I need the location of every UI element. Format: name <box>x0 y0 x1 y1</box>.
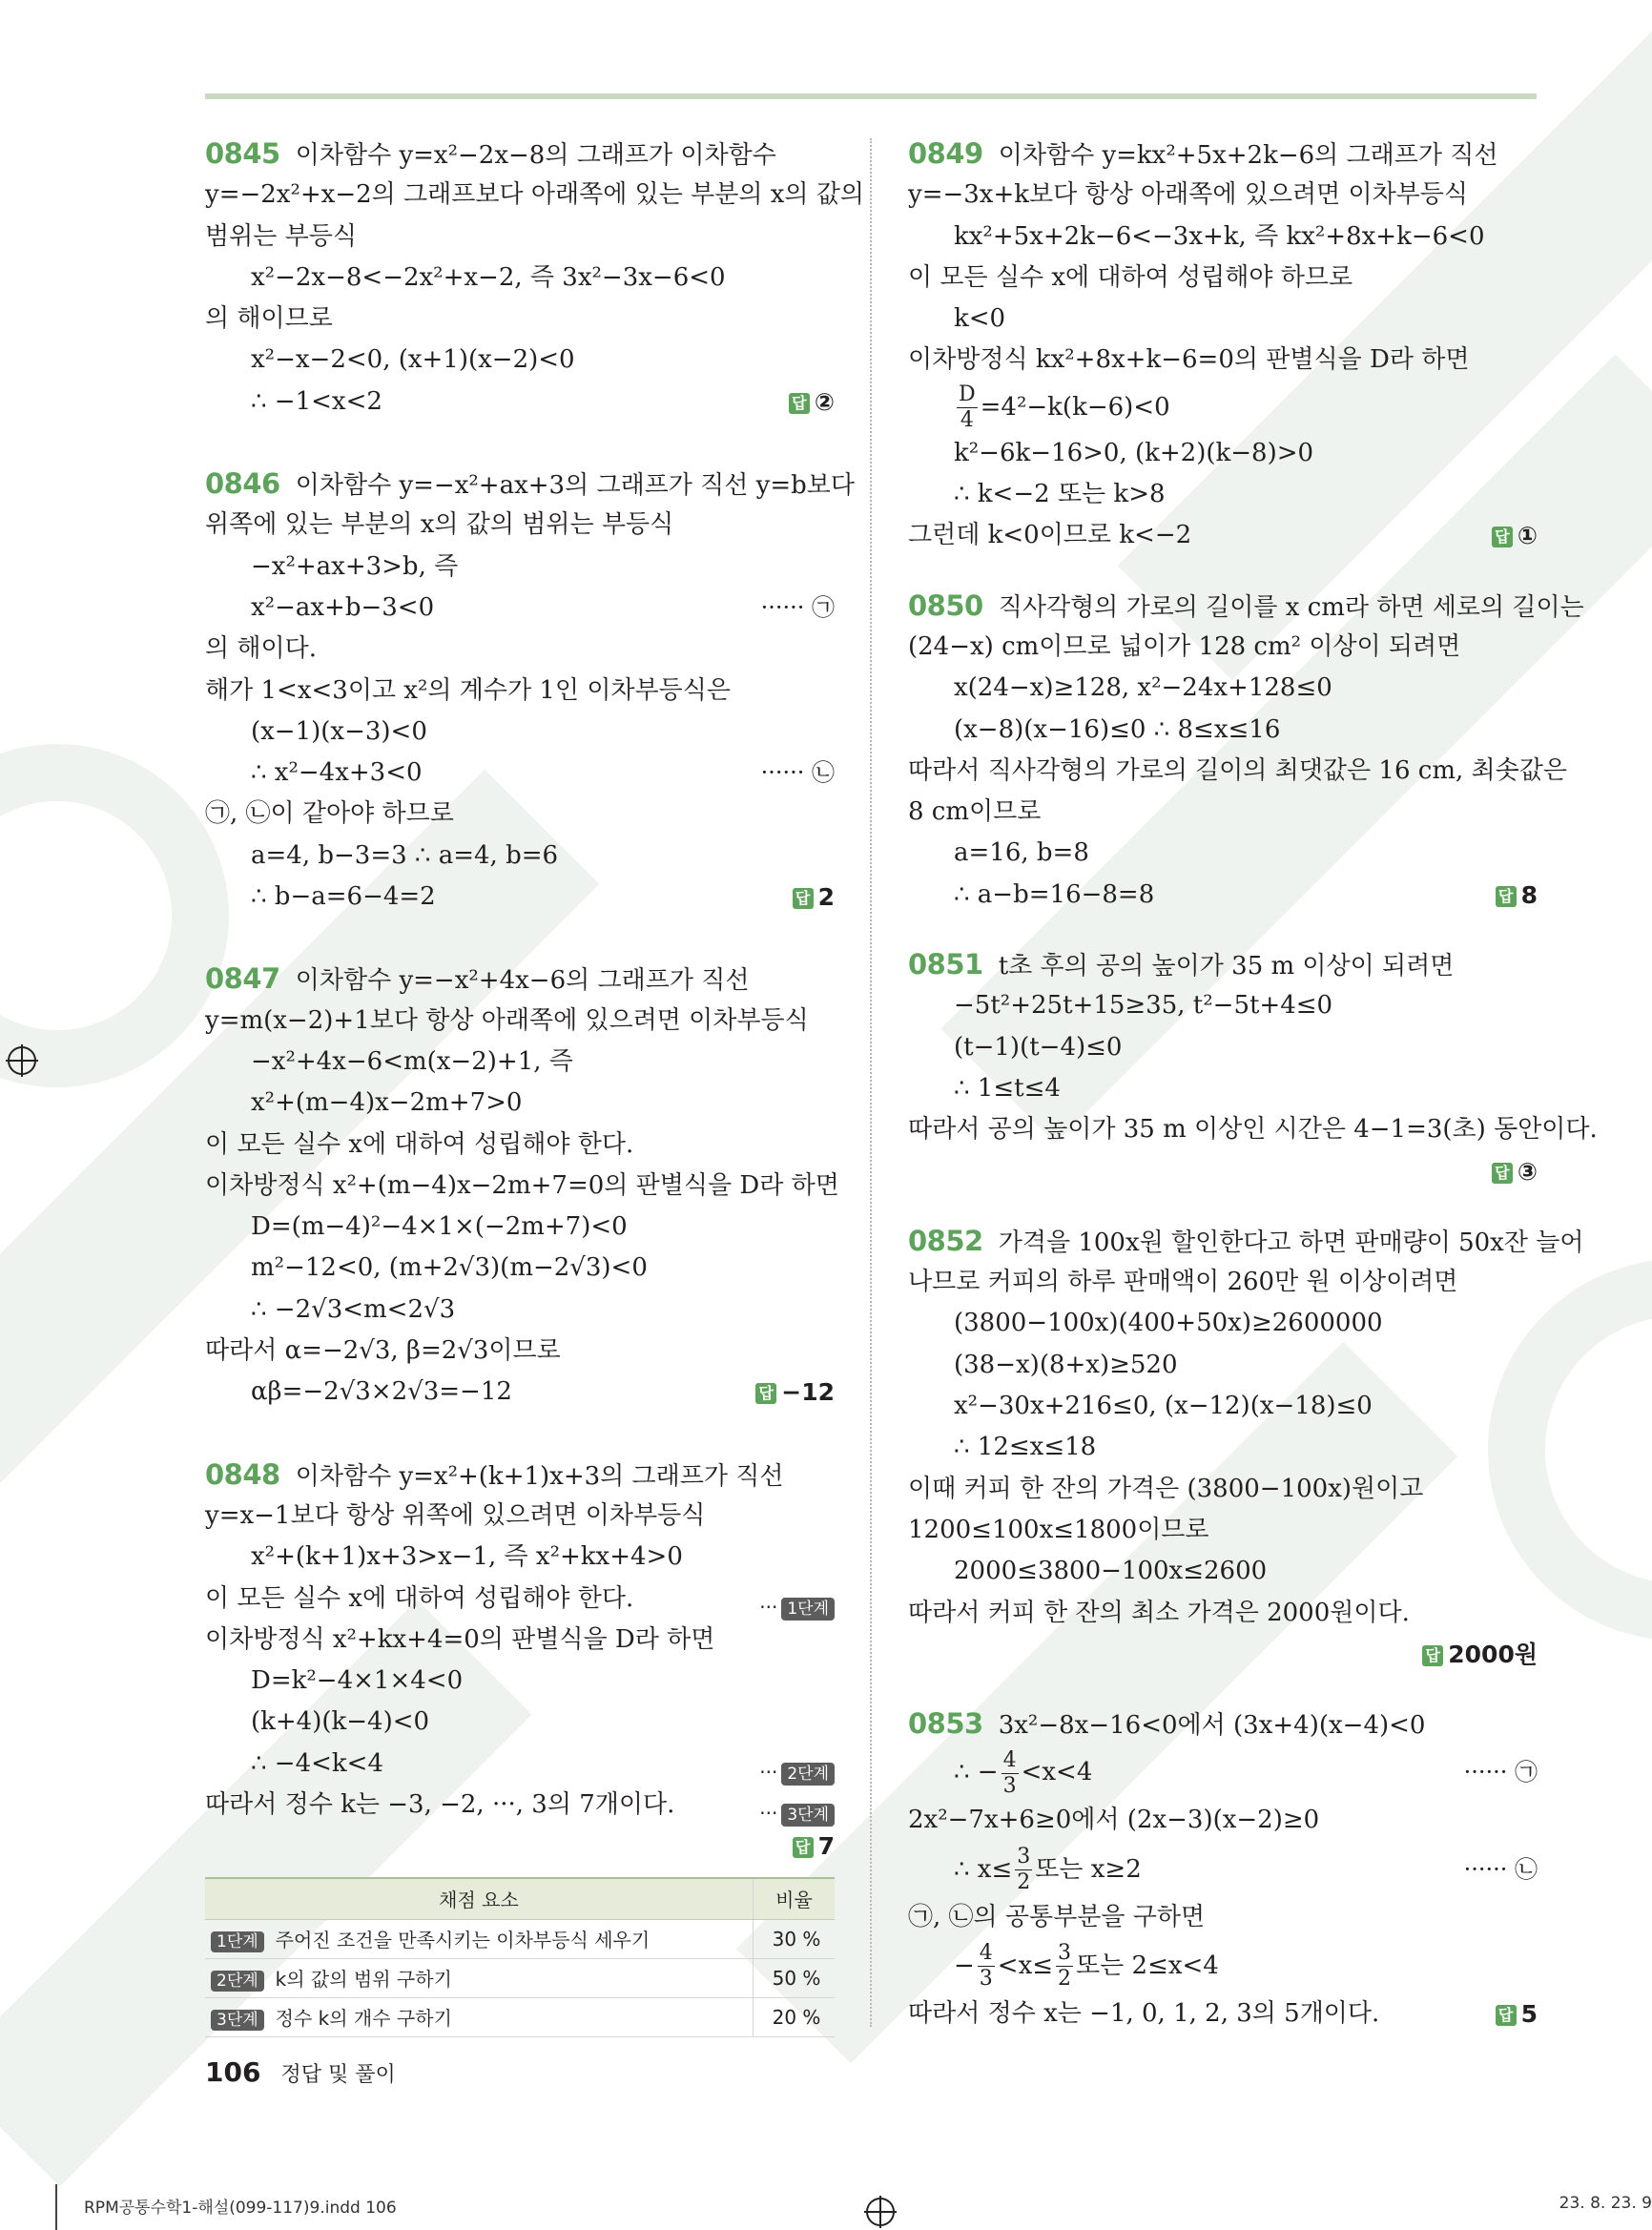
print-slug-left: RPM공통수학1-해설(099-117)9.indd 106 <box>84 2199 397 2218</box>
solution-line: 따라서 직사각형의 가로의 길이의 최댓값은 16 cm, 최솟값은 <box>908 755 1567 785</box>
solution-line: 또는 x≥2 <box>1035 1854 1142 1884</box>
solution-line: =4²−k(k−6)<0 <box>980 392 1170 422</box>
equation-marker: ······ ㉡ <box>760 759 835 787</box>
solution-line: ∴ x≤ <box>954 1854 1013 1884</box>
solution-line: 이차방정식 kx²+8x+k−6=0의 판별식을 D라 하면 <box>908 345 1470 375</box>
denominator: 2 <box>1058 1967 1072 1992</box>
answer-badge <box>1422 1634 1538 1675</box>
problem-0849 <box>908 134 1538 557</box>
solution-line: (t−1)(t−4)≤0 <box>954 1032 1123 1062</box>
answer-badge <box>1492 1151 1538 1192</box>
answer-tag: 답 <box>1492 1163 1513 1184</box>
page-footer <box>205 2056 396 2088</box>
stage-pill: 3단계 <box>781 1804 835 1827</box>
answer-tag: 답 <box>789 393 810 414</box>
equation-marker: ······ ㉡ <box>1463 1855 1538 1883</box>
problem-0847 <box>205 959 839 1413</box>
solution-line: −x²+ax+3>b, 즉 <box>251 551 459 581</box>
solution-line: (x−8)(x−16)≤0 ∴ 8≤x≤16 <box>954 714 1281 744</box>
solution-line: ∴ − <box>954 1758 999 1787</box>
page-number: 106 <box>205 2056 261 2088</box>
registration-mark <box>8 1046 36 1075</box>
solution-line: x²+(m−4)x−2m+7>0 <box>251 1088 523 1118</box>
table-row <box>205 1997 835 2036</box>
answer-badge <box>793 1826 835 1867</box>
solution-line: 따라서 정수 k는 −3, −2, ···, 3의 7개이다. <box>205 1789 675 1819</box>
solution-line: 따라서 커피 한 잔의 최소 가격은 2000원이다. <box>908 1598 1410 1627</box>
solution-line: 이차함수 y=−x²+4x−6의 그래프가 직선 <box>295 966 750 996</box>
solution-line: 8 cm이므로 <box>908 797 1042 827</box>
solution-line: x(24−x)≥128, x²−24x+128≤0 <box>954 673 1332 703</box>
problem-0852 <box>908 1221 1584 1675</box>
solution-line: k²−6k−16>0, (k+2)(k−8)>0 <box>954 438 1314 467</box>
solution-line: 의 해이다. <box>205 634 317 664</box>
answer-value: 2000원 <box>1448 1640 1538 1668</box>
solution-line: a=4, b−3=3 ∴ a=4, b=6 <box>251 840 559 870</box>
answer-tag: 답 <box>1492 527 1513 547</box>
answer-value: 5 <box>1520 1999 1538 2028</box>
solution-line: k<0 <box>954 304 1006 334</box>
solution-line: 2000≤3800−100x≤2600 <box>954 1557 1268 1586</box>
fraction <box>957 384 978 431</box>
scoring-table <box>205 1877 835 2037</box>
solution-line: 2x²−7x+6≥0에서 (2x−3)(x−2)≥0 <box>908 1806 1320 1835</box>
solution-line: ∴ −1<x<2 <box>251 386 382 416</box>
solution-line: 1200≤100x≤1800이므로 <box>908 1515 1209 1544</box>
problem-number: 0845 <box>205 137 280 170</box>
solution-line: 이차함수 y=x²−2x−8의 그래프가 이차함수 <box>295 141 776 170</box>
solution-line: − <box>954 1951 975 1980</box>
solution-line: αβ=−2√3×2√3=−12 <box>251 1377 512 1407</box>
answer-tag: 답 <box>1496 2005 1517 2026</box>
solution-line: ∴ 12≤x≤18 <box>954 1433 1097 1462</box>
table-row <box>205 1958 835 1997</box>
answer-tag: 답 <box>793 1837 814 1858</box>
answer-value: −12 <box>781 1378 835 1407</box>
solution-line: 나므로 커피의 하루 판매액이 260만 원 이상이려면 <box>908 1268 1458 1297</box>
problem-number: 0847 <box>205 962 280 996</box>
problem-0850 <box>908 586 1584 916</box>
solution-line: 의 해이므로 <box>205 304 333 334</box>
solution-line: 이차함수 y=kx²+5x+2k−6의 그래프가 직선 <box>998 141 1498 170</box>
solution-line: ∴ a−b=16−8=8 <box>954 879 1155 909</box>
answer-badge <box>1496 875 1538 916</box>
solution-line: 그런데 k<0이므로 k<−2 <box>908 521 1192 550</box>
solution-line: x²−x−2<0, (x+1)(x−2)<0 <box>251 345 575 375</box>
solution-line: y=−3x+k보다 항상 아래쪽에 있으려면 이차부등식 <box>908 180 1469 210</box>
answer-badge <box>789 382 835 423</box>
denominator: 3 <box>979 1967 993 1992</box>
solution-line: −x²+4x−6<m(x−2)+1, 즉 <box>251 1046 573 1076</box>
stage-pill: 3단계 <box>211 2010 264 2031</box>
answer-value: 7 <box>817 1832 835 1861</box>
answer-tag: 답 <box>793 888 814 909</box>
solution-line: 이 모든 실수 x에 대하여 성립해야 하므로 <box>908 262 1353 292</box>
problem-0845 <box>205 134 865 423</box>
stage-pill: 1단계 <box>211 1931 264 1952</box>
solution-line: D=(m−4)²−4×1×(−2m+7)<0 <box>251 1212 628 1242</box>
solution-line: a=16, b=8 <box>954 838 1089 868</box>
problem-0846 <box>205 464 856 918</box>
table-cell: 50 % <box>754 1958 836 1997</box>
numerator: D <box>959 382 976 407</box>
problem-0851 <box>908 944 1598 1192</box>
answer-value: ② <box>814 387 835 416</box>
solution-line: y=m(x−2)+1보다 항상 아래쪽에 있으려면 이차부등식 <box>205 1005 809 1035</box>
problem-number: 0848 <box>205 1457 280 1491</box>
answer-value: ③ <box>1517 1157 1538 1186</box>
fraction <box>1015 1847 1032 1893</box>
solution-line: 범위는 부등식 <box>205 221 357 251</box>
stage-pill: 2단계 <box>781 1763 835 1786</box>
stage-pill: 2단계 <box>211 1971 264 1992</box>
table-row <box>205 1919 835 1958</box>
solution-line: y=−2x²+x−2의 그래프보다 아래쪽에 있는 부분의 x의 값의 <box>205 180 865 210</box>
answer-badge <box>1492 515 1538 556</box>
solution-line: 이때 커피 한 잔의 가격은 (3800−100x)원이고 <box>908 1474 1424 1503</box>
equation-marker: ······ ㉠ <box>760 593 835 621</box>
solution-line: x²−2x−8<−2x²+x−2, 즉 3x²−3x−6<0 <box>251 262 726 292</box>
answer-badge <box>1496 1993 1538 2034</box>
solution-line: ㉠, ㉡의 공통부분을 구하면 <box>908 1902 1206 1931</box>
solution-line: 따라서 α=−2√3, β=2√3이므로 <box>205 1336 561 1366</box>
solution-line: 이차방정식 x²+(m−4)x−2m+7=0의 판별식을 D라 하면 <box>205 1170 839 1200</box>
table-cell: 주어진 조건을 만족시키는 이차부등식 세우기 <box>275 1929 650 1952</box>
denominator: 2 <box>1017 1870 1031 1895</box>
fraction <box>1056 1943 1073 1990</box>
solution-line: 직사각형의 가로의 길이를 x cm라 하면 세로의 길이는 <box>998 592 1584 622</box>
solution-line: (x−1)(x−3)<0 <box>251 716 427 746</box>
table-header: 채점 요소 <box>205 1878 754 1920</box>
solution-line: 이차방정식 x²+kx+4=0의 판별식을 D라 하면 <box>205 1624 715 1654</box>
top-rule <box>205 93 1537 99</box>
solution-line: D=k²−4×1×4<0 <box>251 1666 464 1696</box>
column-divider <box>870 138 872 2027</box>
solution-line: 이 모든 실수 x에 대하여 성립해야 한다. <box>205 1583 634 1613</box>
answer-tag: 답 <box>1422 1645 1443 1666</box>
problem-number: 0850 <box>908 588 983 622</box>
answer-tag: 답 <box>1496 886 1517 907</box>
solution-line: ∴ x²−4x+3<0 <box>251 758 423 788</box>
table-cell: k의 값의 범위 구하기 <box>275 1968 452 1992</box>
table-cell: 30 % <box>754 1919 836 1958</box>
table-header: 비율 <box>754 1878 836 1920</box>
stage-dots: ··· <box>759 1595 778 1619</box>
solution-line: (24−x) cm이므로 넓이가 128 cm² 이상이 되려면 <box>908 631 1461 661</box>
numerator: 3 <box>1017 1845 1031 1869</box>
denominator: 4 <box>960 408 974 433</box>
solution-line: 따라서 정수 x는 −1, 0, 1, 2, 3의 5개이다. <box>908 1998 1380 2028</box>
solution-line: ㉠, ㉡이 같아야 하므로 <box>205 799 454 829</box>
problem-number: 0853 <box>908 1707 983 1741</box>
solution-line: (38−x)(8+x)≥520 <box>954 1350 1178 1379</box>
solution-line: 가격을 100x원 할인한다고 하면 판매량이 50x잔 늘어 <box>998 1228 1584 1257</box>
solution-line: t초 후의 공의 높이가 35 m 이상이 되려면 <box>998 952 1455 981</box>
problem-number: 0849 <box>908 137 983 170</box>
table-cell: 정수 k의 개수 구하기 <box>275 2007 452 2031</box>
fraction <box>1002 1747 1019 1798</box>
table-cell: 20 % <box>754 1997 836 2036</box>
print-slug-right: 23. 8. 23. 9 <box>1559 2194 1652 2213</box>
registration-mark <box>866 2198 895 2226</box>
problem-0853 <box>908 1703 1538 2034</box>
solution-line: ∴ 1≤t≤4 <box>954 1073 1061 1103</box>
solution-line: ∴ k<−2 또는 k>8 <box>954 480 1166 509</box>
answer-value: 2 <box>817 883 835 912</box>
solution-line: m²−12<0, (m+2√3)(m−2√3)<0 <box>251 1253 648 1283</box>
solution-line: (3800−100x)(400+50x)≥2600000 <box>954 1309 1383 1338</box>
answer-value: 8 <box>1520 880 1538 909</box>
solution-line: x²−30x+216≤0, (x−12)(x−18)≤0 <box>954 1392 1373 1421</box>
stage-dots: ··· <box>759 1760 778 1784</box>
answer-value: ① <box>1517 522 1538 550</box>
stage-pill: 1단계 <box>781 1598 835 1621</box>
problem-number: 0851 <box>908 948 983 981</box>
solution-line: y=x−1보다 항상 위쪽에 있으려면 이차부등식 <box>205 1500 706 1530</box>
page-section-title: 정답 및 풀이 <box>280 2063 396 2087</box>
numerator: 4 <box>1002 1747 1017 1772</box>
solution-line: 3x²−8x−16<0에서 (3x+4)(x−4)<0 <box>998 1711 1426 1741</box>
solution-line: ∴ −4<k<4 <box>251 1748 384 1778</box>
numerator: 3 <box>1058 1941 1072 1966</box>
solution-line: 해가 1<x<3이고 x²의 계수가 1인 이차부등식은 <box>205 675 732 705</box>
solution-line: 또는 2≤x<4 <box>1076 1951 1219 1980</box>
fraction <box>978 1943 995 1990</box>
solution-line: (k+4)(k−4)<0 <box>251 1707 430 1737</box>
solution-line: 위쪽에 있는 부분의 x의 값의 범위는 부등식 <box>205 510 674 540</box>
problem-number: 0846 <box>205 467 280 501</box>
solution-line: 따라서 공의 높이가 35 m 이상인 시간은 4−1=3(초) 동안이다. <box>908 1115 1598 1145</box>
solution-line: 이 모든 실수 x에 대하여 성립해야 한다. <box>205 1129 634 1159</box>
problem-number: 0852 <box>908 1224 983 1257</box>
solution-line: <x<4 <box>1021 1758 1093 1787</box>
solution-line: x²+(k+1)x+3>x−1, 즉 x²+kx+4>0 <box>251 1542 683 1572</box>
equation-marker: ······ ㉠ <box>1463 1759 1538 1786</box>
problem-0848 <box>205 1455 835 1868</box>
solution-line: 이차함수 y=−x²+ax+3의 그래프가 직선 y=b보다 <box>295 471 856 501</box>
solution-line: ∴ −2√3<m<2√3 <box>251 1294 456 1324</box>
answer-badge <box>793 877 835 918</box>
denominator: 3 <box>1002 1773 1017 1798</box>
solution-line: −5t²+25t+15≥35, t²−5t+4≤0 <box>954 991 1333 1021</box>
solution-line: <x≤ <box>997 1951 1054 1980</box>
solution-line: ∴ b−a=6−4=2 <box>251 882 436 912</box>
solution-line: x²−ax+b−3<0 <box>251 592 435 622</box>
answer-badge <box>755 1372 835 1413</box>
crop-mark <box>55 2184 57 2230</box>
numerator: 4 <box>979 1941 993 1966</box>
answer-tag: 답 <box>755 1383 776 1404</box>
solution-line: kx²+5x+2k−6<−3x+k, 즉 kx²+8x+k−6<0 <box>954 221 1485 251</box>
right-column <box>908 134 1598 2034</box>
left-column <box>205 134 865 2037</box>
stage-dots: ··· <box>759 1801 778 1825</box>
solution-line: 이차함수 y=x²+(k+1)x+3의 그래프가 직선 <box>295 1461 784 1491</box>
